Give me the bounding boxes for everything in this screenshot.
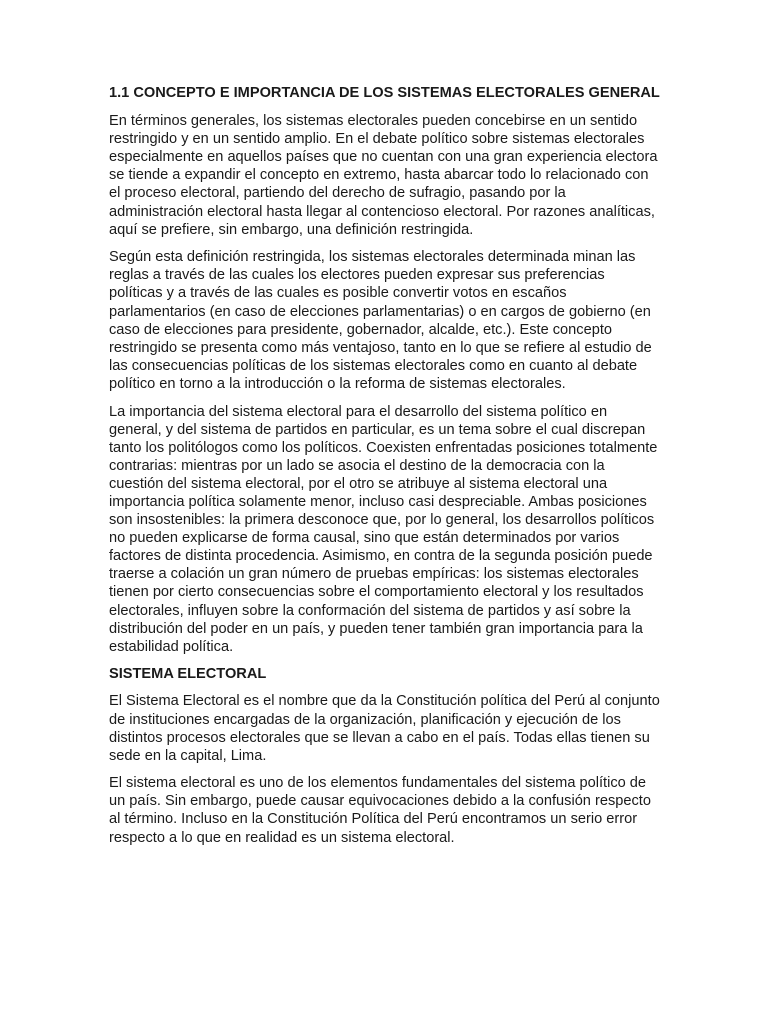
- paragraph-importancia: La importancia del sistema electoral para el desarrollo del sistema político en general, y del sistema de partidos en particular, es un tema sobre el cual discrepan tanto los politólogos como los políticos. Coexisten enfrentadas posiciones totalmente contrarias: mientras por un lado se asocia el destino de la democracia con la cuestión del sistema electoral, por el otro se atribuye al sistema electoral una importancia política solamente menor, incluso casi despreciable. Ambas posiciones son insostenibles: la primera desconoce que, por lo general, los desarrollos políticos no pueden explicarse de forma causal, sino que están determinados por varios factores de distinta procedencia. Asimismo, en contra de la segunda posición puede traerse a colación un gran número de pruebas empíricas: los sistemas electorales tienen por cierto consecuencias sobre el comportamiento electoral y los resultados electorales, influyen sobre la conformación del sistema de partidos y así sobre la distribución del poder en un país, y pueden tener también gran importancia para la estabilidad política.: [109, 403, 658, 655]
- paragraph-elementos-fundamentales: El sistema electoral es uno de los elementos fundamentales del sistema político de un país. Sin embargo, puede causar equivocaciones debido a la confusión respecto al término. Incluso en la Constitución Política del Perú encontramos un serio error respecto a lo que en realidad es un sistema electoral.: [109, 775, 651, 846]
- paragraph-sistema-electoral-peru: El Sistema Electoral es el nombre que da la Constitución política del Perú al conjunto de instituciones encargadas de la organización, planificación y ejecución de los distintos procesos electorales que se llevan a cabo en el país. Todas ellas tienen su sede en la capital, Lima.: [109, 693, 660, 764]
- document-page: [109, 84, 661, 856]
- section-heading-concepto: 1.1 CONCEPTO E IMPORTANCIA DE LOS SISTEMAS ELECTORALES GENERAL: [109, 85, 660, 101]
- section-heading-sistema-electoral: SISTEMA ELECTORAL: [109, 666, 267, 683]
- paragraph-terminos-generales: En términos generales, los sistemas electorales pueden concebirse en un sentido restringido y en un sentido amplio. En el debate político sobre sistemas electorales especialmente en aquellos países que no cuentan con una gran experiencia electora se tiende a expandir el concepto en extremo, hasta abarcar todo lo relacionado con el proceso electoral, partiendo del derecho de sufragio, pasando por la administración electoral hasta llegar al contencioso electoral. Por razones analíticas, aquí se prefiere, sin embargo, una definición restringida.: [109, 113, 658, 238]
- paragraph-definicion-restringida: Según esta definición restringida, los sistemas electorales determinada minan las reglas a través de las cuales los electores pueden expresar sus preferencias políticas y a través de las cuales es posible convertir votos en escaños parlamentarios (en caso de elecciones parlamentarias) o en cargos de gobierno (en caso de elecciones para presidente, gobernador, alcalde, etc.). Este concepto restringido se presenta como más ventajoso, tanto en lo que se refiere al estudio de las consecuencias políticas de los sistemas electorales como en cuanto al debate político en torno a la introducción o la reforma de sistemas electorales.: [109, 249, 652, 392]
